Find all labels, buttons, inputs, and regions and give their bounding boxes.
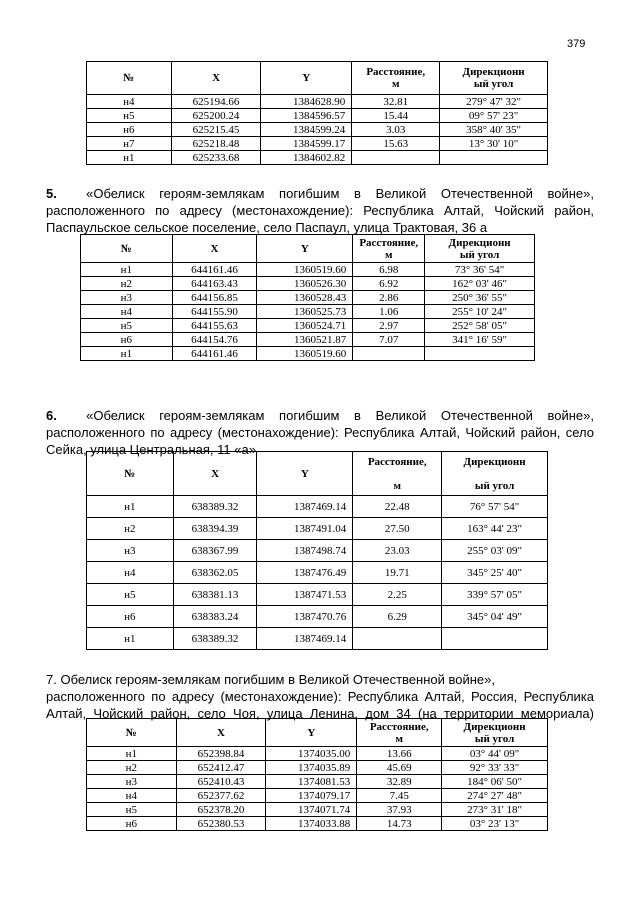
direction-angle: 162° 03' 46" [425,277,535,291]
point-id: н5 [87,584,174,606]
col-header-no: № [87,452,174,496]
table-row [81,277,535,291]
direction-angle: 279° 47' 32" [440,95,548,109]
point-id: н7 [87,137,172,151]
coord-x: 652377.62 [176,789,266,803]
table-row [87,789,548,803]
col-header-x: X [176,719,266,747]
col-header-y: Y [257,452,353,496]
table-row [87,562,548,584]
coord-y: 1387491.04 [257,518,353,540]
coord-x: 638389.32 [173,496,257,518]
coord-x: 652378.20 [176,803,266,817]
distance: 7.45 [357,789,442,803]
distance: 2.25 [353,584,442,606]
distance: 6.98 [353,263,425,277]
point-id: н3 [81,291,173,305]
coord-y: 1360519.60 [257,347,353,361]
table-row [81,347,535,361]
point-id: н4 [87,562,174,584]
table-row [87,817,548,831]
table-row [81,333,535,347]
point-id: н6 [87,606,174,628]
table-row [81,319,535,333]
table-row [87,803,548,817]
col-header-no: № [87,62,172,95]
direction-angle: 345° 04' 49" [442,606,548,628]
col-header-distance: Расстояние, м [353,235,425,263]
section-number: 6. [46,408,57,423]
point-id: н6 [87,817,177,831]
coord-x: 625233.68 [171,151,261,165]
coordinates-table-6 [86,451,548,650]
coord-y: 1374035.00 [266,747,357,761]
section-6-heading: 6. «Обелиск героям-землякам погибшим в Великой Отечественной войне», расположенного по адресу (местонахождение): Республика Алтай, Чойский район, село Сейка, улица Центральная, 11 «а» [46,408,594,457]
coord-y: 1387469.14 [257,496,353,518]
direction-angle: 03° 23' 13" [442,817,548,831]
table-row [87,496,548,518]
col-header-y: Y [257,235,353,263]
coord-x: 625200.24 [171,109,261,123]
direction-angle: 92° 33' 33" [442,761,548,775]
page-number: 379 [567,38,586,50]
distance: 2.97 [353,319,425,333]
direction-angle: 03° 44' 09" [442,747,548,761]
direction-angle: 255° 10' 24" [425,305,535,319]
coord-x: 644156.85 [172,291,257,305]
coord-y: 1360526.30 [257,277,353,291]
coord-x: 644155.90 [172,305,257,319]
direction-angle: 358° 40' 35" [440,123,548,137]
direction-angle: 13° 30' 10" [440,137,548,151]
coord-y: 1387469.14 [257,628,353,650]
coord-x: 652380.53 [176,817,266,831]
coord-y: 1384599.24 [261,123,352,137]
direction-angle: 274° 27' 48" [442,789,548,803]
col-header-x: X [173,452,257,496]
distance: 32.89 [357,775,442,789]
distance [353,347,425,361]
col-header-no: № [87,719,177,747]
coord-y: 1360525.73 [257,305,353,319]
col-header-direction: Дирекционн ый угол [442,719,548,747]
col-header-y: Y [266,719,357,747]
point-id: н3 [87,540,174,562]
coord-y: 1374079.17 [266,789,357,803]
coordinates-table-top [86,61,548,165]
direction-angle: 341° 16' 59" [425,333,535,347]
direction-angle: 255° 03' 09" [442,540,548,562]
distance [353,628,442,650]
col-header-distance: Расстояние, м [352,62,440,95]
direction-angle: 184° 06' 50" [442,775,548,789]
table-row [87,95,548,109]
table-row [81,305,535,319]
table-row [87,151,548,165]
distance: 22.48 [353,496,442,518]
table-row [87,761,548,775]
direction-angle: 250° 36' 55" [425,291,535,305]
coord-y: 1374033.88 [266,817,357,831]
distance: 32.81 [352,95,440,109]
coord-y: 1360519.60 [257,263,353,277]
col-header-x: X [171,62,261,95]
point-id: н4 [87,95,172,109]
point-id: н4 [87,789,177,803]
coord-y: 1387471.53 [257,584,353,606]
coord-x: 644161.46 [172,347,257,361]
point-id: н6 [81,333,173,347]
distance: 6.92 [353,277,425,291]
distance: 37.93 [357,803,442,817]
coord-y: 1384628.90 [261,95,352,109]
coord-y: 1360528.43 [257,291,353,305]
point-id: н2 [81,277,173,291]
table-row [87,123,548,137]
direction-angle: 252° 58' 05" [425,319,535,333]
coord-x: 638381.13 [173,584,257,606]
coord-x: 638394.39 [173,518,257,540]
direction-angle: 09° 57' 23" [440,109,548,123]
col-header-distance: Расстояние, м [357,719,442,747]
direction-angle [442,628,548,650]
table-row [87,109,548,123]
distance: 3.03 [352,123,440,137]
table-row [81,291,535,305]
coord-x: 644163.43 [172,277,257,291]
table-row [87,628,548,650]
coord-y: 1384596.57 [261,109,352,123]
point-id: н1 [87,496,174,518]
distance [352,151,440,165]
direction-angle [425,347,535,361]
section-number: 5. [46,186,57,201]
distance: 1.06 [353,305,425,319]
coord-x: 625215.45 [171,123,261,137]
point-id: н6 [87,123,172,137]
coordinates-table-7 [86,718,548,831]
point-id: н5 [87,803,177,817]
coord-y: 1387470.76 [257,606,353,628]
section-7-heading: 7. Обелиск героям-землякам погибшим в Великой Отечественной войне», расположенного по адресу (местонахождение): Республика Алтай, Россия, Республика Алтай, Чойский район, село Чоя, улица Ленина, дом 34 (на территории мемориала) [46,672,594,721]
col-header-direction: Дирекционн ый угол [440,62,548,95]
point-id: н1 [87,628,174,650]
distance: 2.86 [353,291,425,305]
direction-angle: 339° 57' 05" [442,584,548,606]
coord-x: 644154.76 [172,333,257,347]
coord-x: 638389.32 [173,628,257,650]
point-id: н4 [81,305,173,319]
coord-x: 644155.63 [172,319,257,333]
coord-y: 1374071.74 [266,803,357,817]
point-id: н3 [87,775,177,789]
distance: 6.29 [353,606,442,628]
coord-x: 644161.46 [172,263,257,277]
coordinates-table-5 [80,234,535,361]
coord-x: 652412.47 [176,761,266,775]
point-id: н5 [81,319,173,333]
coord-x: 652410.43 [176,775,266,789]
col-header-y: Y [261,62,352,95]
point-id: н2 [87,518,174,540]
distance: 13.66 [357,747,442,761]
point-id: н5 [87,109,172,123]
coord-y: 1360521.87 [257,333,353,347]
table-row [87,540,548,562]
table-row [87,747,548,761]
direction-angle: 73° 36' 54" [425,263,535,277]
table-row [81,263,535,277]
col-header-no: № [81,235,173,263]
coord-y: 1384599.17 [261,137,352,151]
distance: 15.63 [352,137,440,151]
col-header-direction: Дирекционн ый угол [442,452,548,496]
coord-y: 1384602.82 [261,151,352,165]
section-5-heading: 5. «Обелиск героям-землякам погибшим в Великой Отечественной войне», расположенного по адресу (местонахождение): Республика Алтай, Чойский район, Паспаульское сельское поселение, село Паспаул, улица Трактовая, 36 а [46,186,594,235]
coord-y: 1374081.53 [266,775,357,789]
col-header-distance: Расстояние, м [353,452,442,496]
point-id: н1 [87,747,177,761]
coord-x: 638362.05 [173,562,257,584]
point-id: н1 [87,151,172,165]
distance: 27.50 [353,518,442,540]
coord-y: 1387498.74 [257,540,353,562]
table-row [87,137,548,151]
table-row [87,606,548,628]
coord-y: 1374035.89 [266,761,357,775]
coord-x: 652398.84 [176,747,266,761]
direction-angle [440,151,548,165]
coord-y: 1387476.49 [257,562,353,584]
direction-angle: 345° 25' 40" [442,562,548,584]
table-row [87,775,548,789]
distance: 7.07 [353,333,425,347]
table-row [87,518,548,540]
distance: 23.03 [353,540,442,562]
point-id: н1 [81,347,173,361]
col-header-direction: Дирекционн ый угол [425,235,535,263]
direction-angle: 76° 57' 54" [442,496,548,518]
coord-x: 625218.48 [171,137,261,151]
distance: 15.44 [352,109,440,123]
distance: 14.73 [357,817,442,831]
coord-y: 1360524.71 [257,319,353,333]
table-row [87,584,548,606]
coord-x: 625194.66 [171,95,261,109]
direction-angle: 273° 31' 18" [442,803,548,817]
coord-x: 638367.99 [173,540,257,562]
col-header-x: X [172,235,257,263]
point-id: н1 [81,263,173,277]
direction-angle: 163° 44' 23" [442,518,548,540]
coord-x: 638383.24 [173,606,257,628]
distance: 19.71 [353,562,442,584]
distance: 45.69 [357,761,442,775]
point-id: н2 [87,761,177,775]
